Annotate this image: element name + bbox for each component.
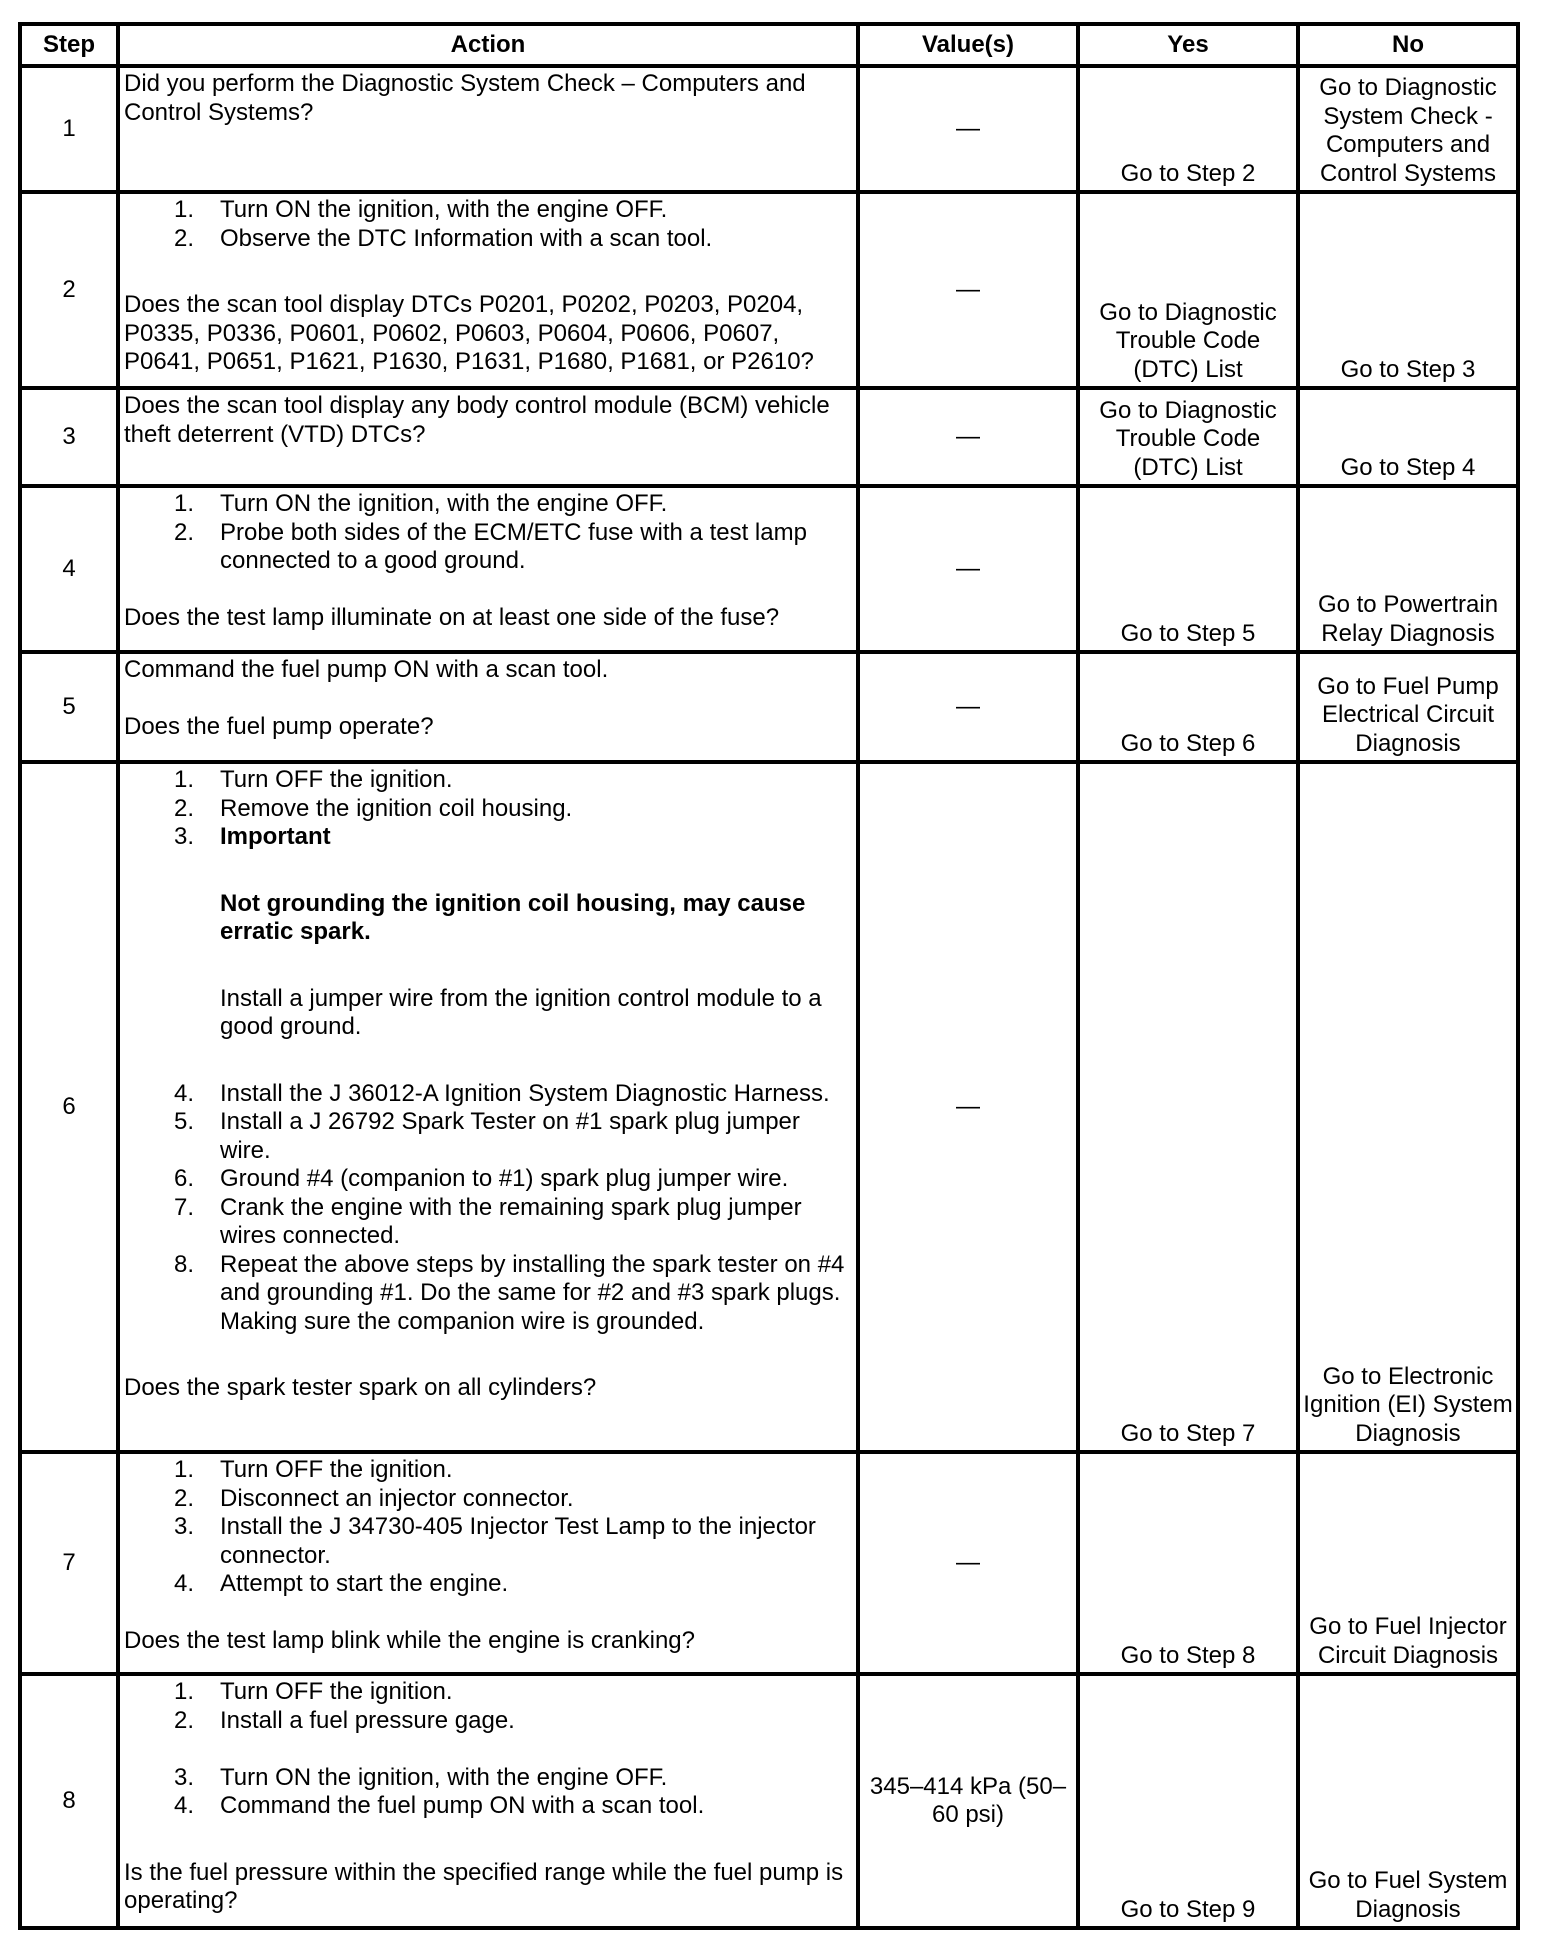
- value-cell: —: [858, 388, 1078, 486]
- value-cell: —: [858, 1452, 1078, 1674]
- step-number: 3: [20, 388, 118, 486]
- no-cell: Go to Fuel System Diagnosis: [1298, 1674, 1518, 1928]
- question-text: Is the fuel pressure within the specified range while the fuel pump is operating?: [124, 1858, 844, 1914]
- no-cell: Go to Fuel Injector Circuit Diagnosis: [1298, 1452, 1518, 1674]
- list-item: 2. Disconnect an injector connector.: [174, 1484, 574, 1512]
- question-text: Does the test lamp illuminate on at least one side of the fuse?: [124, 604, 780, 631]
- value-cell: —: [858, 652, 1078, 762]
- header-row: [20, 24, 1518, 66]
- list-item: 2. Remove the ignition coil housing.: [174, 794, 573, 822]
- list-item: 1. Turn ON the ignition, with the engine OFF.: [174, 490, 668, 517]
- yes-cell: Go to Step 2: [1078, 66, 1298, 192]
- step-number: 5: [20, 652, 118, 762]
- list-item: 1. Turn OFF the ignition.: [174, 1678, 453, 1705]
- table-row: [20, 192, 1518, 388]
- step-number: 4: [20, 486, 118, 652]
- list-item: 3. Important Not grounding the ignition coil housing, may cause erratic spark. Install a jumper wire from the ignition control module to a good ground.: [124, 823, 852, 1080]
- yes-cell: Go to Step 7: [1078, 762, 1298, 1452]
- action-text: Does the scan tool display any body control module (BCM) vehicle theft deterrent (VTD) DTCs?: [124, 392, 830, 448]
- action-cell: [118, 652, 858, 762]
- diagnostic-table: [18, 22, 1520, 1930]
- no-cell: Go to Powertrain Relay Diagnosis: [1298, 486, 1518, 652]
- header-no: No: [1298, 24, 1518, 66]
- list-item: 7. Crank the engine with the remaining spark plug jumper wires connected.: [174, 1193, 802, 1249]
- list-item: 4. Install the J 36012-A Ignition System Diagnostic Harness.: [174, 1079, 830, 1107]
- action-cell: [118, 762, 858, 1452]
- list-item: 8. Repeat the above steps by installing the spark tester on #4 and grounding #1. Do the same for #2 and #3 spark plugs. Making sure the companion wire is grounded.: [174, 1250, 845, 1335]
- step-number: 2: [20, 192, 118, 388]
- value-cell: —: [858, 486, 1078, 652]
- list-item: 2. Probe both sides of the ECM/ETC fuse with a test lamp connected to a good ground.: [174, 518, 807, 574]
- important-warning: Not grounding the ignition coil housing, may cause erratic spark.: [220, 889, 806, 945]
- yes-cell: Go to Step 5: [1078, 486, 1298, 652]
- action-cell: [118, 192, 858, 388]
- step-number: 1: [20, 66, 118, 192]
- no-cell: Go to Fuel Pump Electrical Circuit Diagnosis: [1298, 652, 1518, 762]
- table-row: [20, 762, 1518, 1452]
- no-cell: Go to Electronic Ignition (EI) System Diagnosis: [1298, 762, 1518, 1452]
- list-item: 1. Turn OFF the ignition.: [174, 1456, 453, 1483]
- value-cell: —: [858, 66, 1078, 192]
- header-action: Action: [118, 24, 858, 66]
- table-row: [20, 1452, 1518, 1674]
- value-cell: —: [858, 192, 1078, 388]
- action-cell: [118, 1674, 858, 1928]
- yes-cell: Go to Step 8: [1078, 1452, 1298, 1674]
- yes-cell: Go to Step 6: [1078, 652, 1298, 762]
- question-text: Does the scan tool display DTCs P0201, P0202, P0203, P0204, P0335, P0336, P0601, P0602, P0603, P0604, P0606, P0607, P0641, P0651, P1621, P1630, P1631, P1680, P1681, or P2610?: [124, 291, 814, 375]
- step-number: 8: [20, 1674, 118, 1928]
- no-cell: Go to Step 3: [1298, 192, 1518, 388]
- table-row: [20, 652, 1518, 762]
- step-number: 6: [20, 762, 118, 1452]
- list-item: 2. Install a fuel pressure gage.: [174, 1706, 515, 1734]
- yes-cell: Go to Diagnostic Trouble Code (DTC) List: [1078, 388, 1298, 486]
- list-item: 1. Turn ON the ignition, with the engine OFF.: [174, 196, 668, 223]
- list-item: 3. Turn ON the ignition, with the engine OFF.: [174, 1763, 668, 1791]
- list-item: 2. Observe the DTC Information with a scan tool.: [174, 224, 713, 252]
- list-item: 6. Ground #4 (companion to #1) spark plug jumper wire.: [174, 1165, 789, 1192]
- list-item: 1. Turn OFF the ignition.: [174, 766, 453, 793]
- important-label: Important: [220, 823, 331, 850]
- no-cell: Go to Diagnostic System Check - Computers and Control Systems: [1298, 66, 1518, 192]
- header-yes: Yes: [1078, 24, 1298, 66]
- list-item: 4. Command the fuel pump ON with a scan tool.: [174, 1792, 705, 1819]
- table-row: [20, 1674, 1518, 1928]
- list-item: 4. Attempt to start the engine.: [174, 1570, 509, 1597]
- question-text: Does the spark tester spark on all cylinders?: [124, 1374, 597, 1401]
- table-row: [20, 66, 1518, 192]
- important-body: Install a jumper wire from the ignition control module to a good ground.: [220, 984, 822, 1040]
- no-cell: Go to Step 4: [1298, 388, 1518, 486]
- action-cell: [118, 1452, 858, 1674]
- table-row: [20, 388, 1518, 486]
- header-values: Value(s): [858, 24, 1078, 66]
- question-text: Does the test lamp blink while the engine is cranking?: [124, 1627, 695, 1654]
- question-text: Does the fuel pump operate?: [124, 713, 434, 740]
- yes-cell: Go to Diagnostic Trouble Code (DTC) List: [1078, 192, 1298, 388]
- table-row: [20, 486, 1518, 652]
- list-item: 5. Install a J 26792 Spark Tester on #1 spark plug jumper wire.: [174, 1108, 800, 1164]
- action-cell: [118, 66, 858, 192]
- list-item: 3. Install the J 34730-405 Injector Test Lamp to the injector connector.: [174, 1513, 816, 1569]
- header-step: Step: [20, 24, 118, 66]
- value-cell: —: [858, 762, 1078, 1452]
- action-cell: [118, 486, 858, 652]
- action-cell: [118, 388, 858, 486]
- action-text: Did you perform the Diagnostic System Check – Computers and Control Systems?: [124, 70, 806, 126]
- yes-cell: Go to Step 9: [1078, 1674, 1298, 1928]
- action-text: Command the fuel pump ON with a scan tool.: [124, 656, 609, 683]
- value-cell: 345–414 kPa (50–60 psi): [858, 1674, 1078, 1928]
- step-number: 7: [20, 1452, 118, 1674]
